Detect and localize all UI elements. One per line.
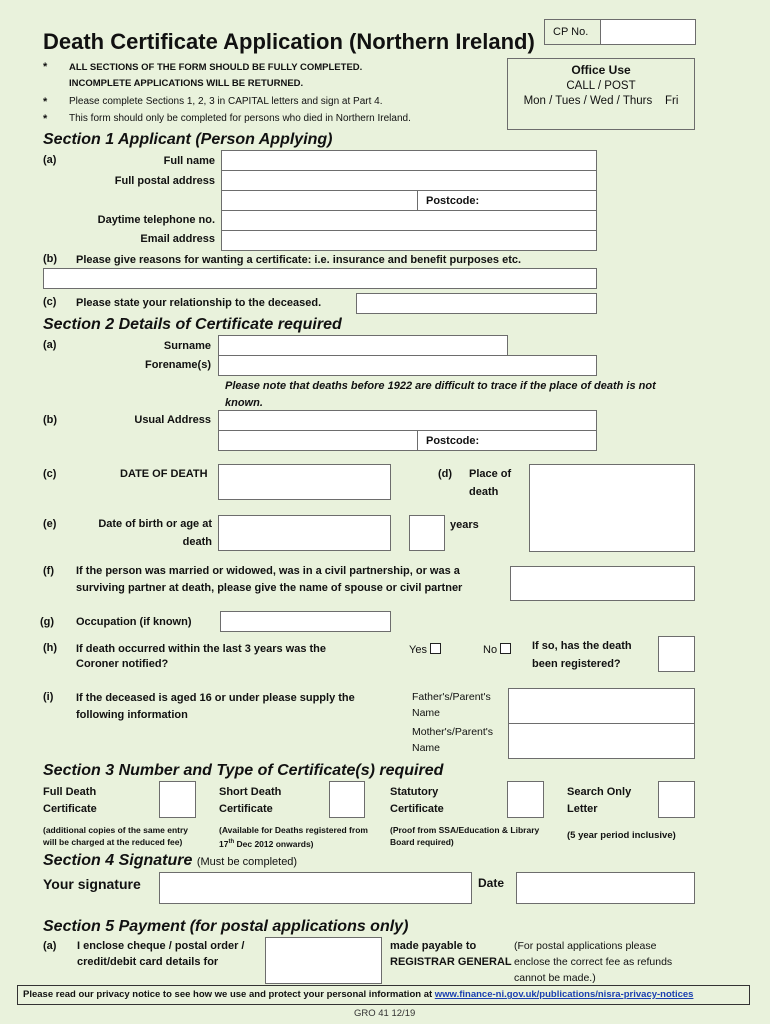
s2-b-label: (b) <box>43 414 58 426</box>
signature-label: Your signature <box>43 876 141 892</box>
privacy-notice <box>23 989 693 1000</box>
full-death-label-2: Certificate <box>43 803 97 815</box>
short-note-day: 17 <box>219 838 229 849</box>
office-use-box <box>507 58 695 130</box>
note-4: This form should only be completed for persons who died in Northern Ireland. <box>69 113 411 124</box>
spouse-label-1: If the person was married or widowed, was in a civil partnership, or was a <box>76 565 460 577</box>
registered-label-1: If so, has the death <box>532 640 632 652</box>
statutory-qty[interactable] <box>507 781 544 818</box>
cheque-label-2: credit/debit card details for <box>77 956 219 968</box>
relationship-input[interactable] <box>356 293 597 314</box>
section4-title: Section 4 Signature <box>43 852 193 869</box>
note-2: INCOMPLETE APPLICATIONS WILL BE RETURNED. <box>69 78 304 89</box>
s2-a-label: (a) <box>43 339 57 351</box>
usual-address-line2[interactable] <box>218 430 418 451</box>
postcode-field[interactable] <box>417 190 597 211</box>
section5-title: Section 5 Payment (for postal applications only) <box>43 918 409 935</box>
fee-note-3: cannot be made.) <box>514 972 596 984</box>
spouse-name-input[interactable] <box>510 566 695 601</box>
full-name-label: Full name <box>163 155 215 167</box>
short-note-ordinal: th <box>228 839 235 845</box>
place-of-death-label-2: death <box>469 486 499 498</box>
usual-address-label: Usual Address <box>134 414 211 426</box>
coroner-label-2: Coroner notified? <box>76 658 169 670</box>
payable-label-1: made payable to <box>390 940 477 952</box>
short-death-qty[interactable] <box>329 781 365 818</box>
reasons-input[interactable] <box>43 268 597 289</box>
age-input[interactable] <box>409 515 445 551</box>
coroner-label-1: If death occurred within the last 3 years was the <box>76 643 327 655</box>
payable-label-2: REGISTRAR GENERAL <box>390 956 512 968</box>
page-title: Death Certificate Application (Northern Ireland) <box>43 29 535 54</box>
email-label: Email address <box>140 233 215 245</box>
s2-c-label: (c) <box>43 468 57 480</box>
dob-label-1: Date of birth or age at <box>98 518 212 530</box>
surname-label: Surname <box>163 340 211 352</box>
father-label-2: Name <box>412 707 441 719</box>
s2-f-label: (f) <box>43 565 54 577</box>
date-label: Date <box>478 876 505 890</box>
s1-a-label: (a) <box>43 154 57 166</box>
coroner-yes-label: Yes <box>409 644 427 656</box>
s2-h-label: (h) <box>43 642 58 654</box>
short-death-label-2: Certificate <box>219 803 273 815</box>
section1-title: Section 1 Applicant (Person Applying) <box>43 131 333 148</box>
postcode-label: Postcode: <box>426 195 480 207</box>
privacy-notice-link[interactable]: www.finance-ni.gov.uk/publications/nisra-privacy-notices <box>434 989 694 1000</box>
coroner-no-option[interactable] <box>483 643 511 656</box>
date-of-death-input[interactable] <box>218 464 391 500</box>
short-death-note-2 <box>219 836 314 850</box>
spouse-label-2: surviving partner at death, please give the name of spouse or civil partner <box>76 582 463 594</box>
s2-i-label: (i) <box>43 691 54 703</box>
section2-title: Section 2 Details of Certificate required <box>43 316 342 333</box>
section4-note: (Must be completed) <box>196 856 298 868</box>
cp-number-field[interactable] <box>600 19 696 45</box>
full-death-label-1: Full Death <box>43 786 97 798</box>
s2-g-label: (g) <box>40 616 55 628</box>
s1-b-label: (b) <box>43 253 58 265</box>
form-code: GRO 41 12/19 <box>354 1008 416 1019</box>
father-label-1: Father's/Parent's <box>412 691 491 703</box>
aged-16-label-1: If the deceased is aged 16 or under please supply the <box>76 692 355 704</box>
search-only-label-1: Search Only <box>567 786 632 798</box>
section3-title: Section 3 Number and Type of Certificate(s) required <box>43 762 444 779</box>
deceased-postcode-field[interactable] <box>417 430 597 451</box>
pre-1922-note: Please note that deaths before 1922 are difficult to trace if the place of death is not known. <box>225 380 656 409</box>
aged-16-label-2: following information <box>76 709 188 721</box>
mother-name-input[interactable] <box>508 723 695 759</box>
occupation-label: Occupation (if known) <box>76 616 192 628</box>
years-label: years <box>450 519 479 531</box>
postal-address-line2[interactable] <box>221 190 418 211</box>
office-use-title: Office Use <box>571 63 631 77</box>
short-death-note-1: (Available for Deaths registered from <box>219 825 368 835</box>
privacy-notice-text: Please read our privacy notice to see how we use and protect your personal information at <box>23 989 435 1000</box>
search-only-qty[interactable] <box>658 781 695 818</box>
note-3: Please complete Sections 1, 2, 3 in CAPITAL letters and sign at Part 4. <box>69 96 383 107</box>
coroner-yes-option[interactable] <box>409 643 441 656</box>
statutory-note-1: (Proof from SSA/Education & Library <box>390 825 540 835</box>
full-death-note-1: (additional copies of the same entry <box>43 825 189 835</box>
fee-note-1: (For postal applications please <box>514 940 657 952</box>
s2-e-label: (e) <box>43 518 57 530</box>
surname-input[interactable] <box>218 335 508 356</box>
signature-date-input[interactable] <box>516 872 695 904</box>
privacy-notice-box <box>17 985 750 1005</box>
postal-address-line1[interactable] <box>221 170 597 191</box>
full-death-qty[interactable] <box>159 781 196 818</box>
office-use-line1: CALL / POST <box>566 80 636 92</box>
coroner-yes-checkbox[interactable] <box>430 643 441 654</box>
search-only-label-2: Letter <box>567 803 598 815</box>
short-note-rest: Dec 2012 onwards) <box>234 838 314 849</box>
forenames-label: Forename(s) <box>144 359 211 371</box>
cp-number-label: CP No. <box>553 26 589 38</box>
reasons-label: Please give reasons for wanting a certificate: i.e. insurance and benefit purposes etc. <box>76 254 522 266</box>
email-input[interactable] <box>221 230 597 251</box>
forenames-input[interactable] <box>218 355 597 376</box>
signature-input[interactable] <box>159 872 472 904</box>
registered-label-2: been registered? <box>532 658 621 670</box>
statutory-note-2: Board required) <box>390 837 454 847</box>
mother-label-2: Name <box>412 742 441 754</box>
date-of-death-label: DATE OF DEATH <box>120 468 208 480</box>
mother-label-1: Mother's/Parent's <box>412 726 494 738</box>
note-bullet-4: * <box>43 113 48 125</box>
phone-input[interactable] <box>221 210 597 231</box>
office-use-line2: Mon / Tues / Wed / Thurs Fri <box>523 95 679 107</box>
section4-heading <box>43 852 297 870</box>
deceased-postcode-label: Postcode: <box>426 435 480 447</box>
registered-box[interactable] <box>658 636 695 672</box>
s1-c-label: (c) <box>43 296 57 308</box>
relationship-label: Please state your relationship to the deceased. <box>76 297 322 309</box>
full-name-input[interactable] <box>221 150 597 171</box>
note-1: ALL SECTIONS OF THE FORM SHOULD BE FULLY COMPLETED. <box>69 62 363 73</box>
postal-address-label: Full postal address <box>114 175 215 187</box>
phone-label: Daytime telephone no. <box>97 214 215 226</box>
coroner-no-checkbox[interactable] <box>500 643 511 654</box>
full-death-note-2: will be charged at the reduced fee) <box>43 837 183 847</box>
coroner-no-label: No <box>483 644 498 656</box>
payment-amount-input[interactable] <box>265 937 382 984</box>
fee-note-2: enclose the correct fee as refunds <box>514 956 673 968</box>
note-bullet-1: * <box>43 61 48 73</box>
cheque-label-1: I enclose cheque / postal order / <box>77 940 245 952</box>
dob-label-2: death <box>182 536 212 548</box>
place-of-death-input[interactable] <box>529 464 695 552</box>
note-bullet-3: * <box>43 96 48 108</box>
short-death-label-1: Short Death <box>219 786 282 798</box>
cp-number-label-box <box>544 19 601 45</box>
occupation-input[interactable] <box>220 611 391 632</box>
place-of-death-label-1: Place of <box>469 468 512 480</box>
father-name-input[interactable] <box>508 688 695 724</box>
search-only-note: (5 year period inclusive) <box>567 830 676 841</box>
statutory-label-1: Statutory <box>390 786 439 798</box>
dob-input[interactable] <box>218 515 391 551</box>
s2-d-label: (d) <box>438 468 453 480</box>
statutory-label-2: Certificate <box>390 803 444 815</box>
usual-address-line1[interactable] <box>218 410 597 431</box>
s5-a-label: (a) <box>43 940 57 952</box>
